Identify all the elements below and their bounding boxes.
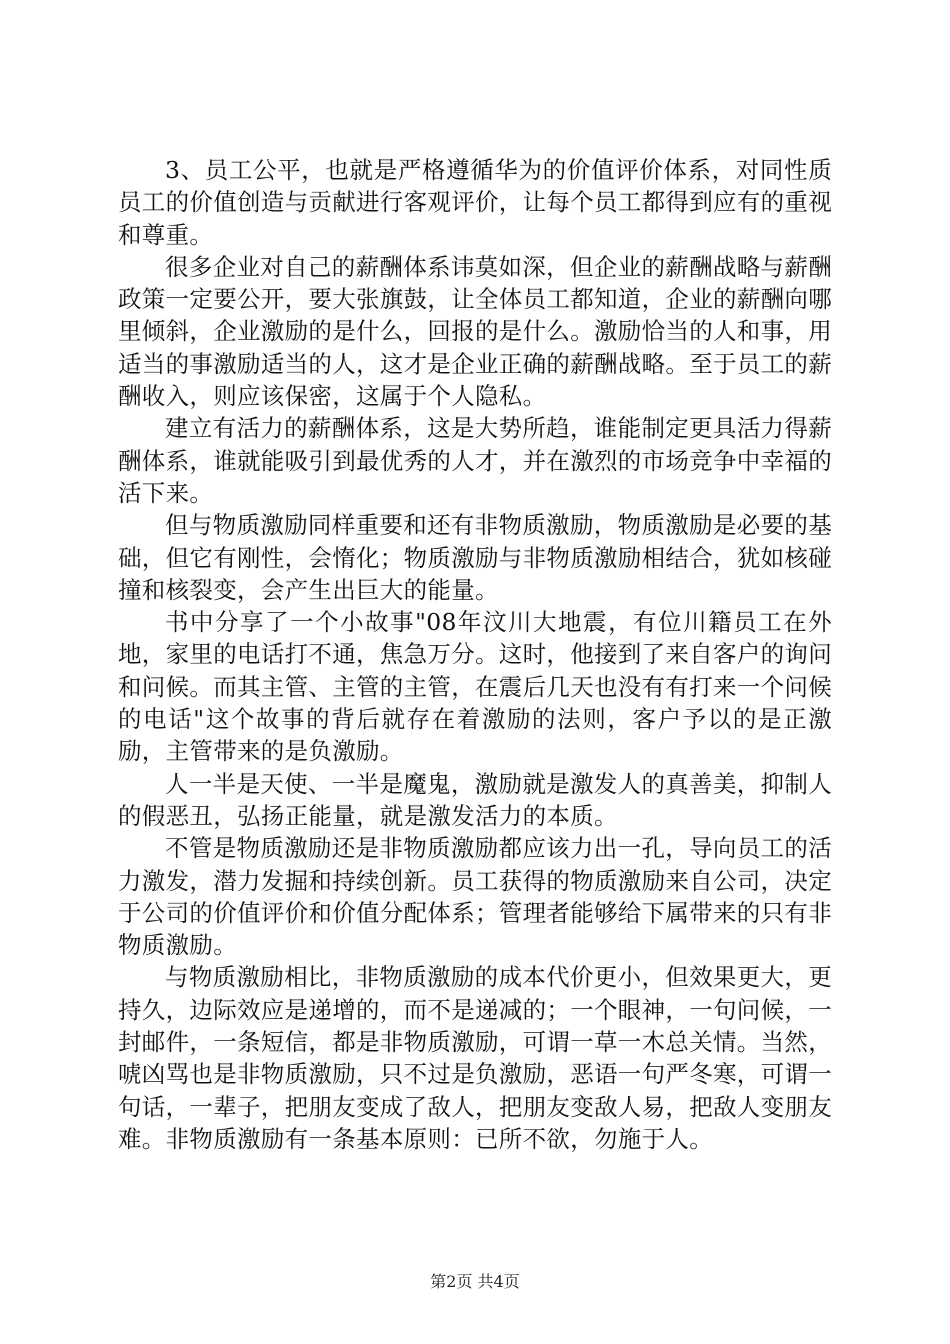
paragraph-6: 人一半是天使、一半是魔鬼，激励就是激发人的真善美，抑制人的假恶丑，弘扬正能量，就是激发活力的本质。 <box>118 769 832 830</box>
document-body <box>118 154 832 1155</box>
paragraph-5: 书中分享了一个小故事"08年汶川大地震，有位川籍员工在外地，家里的电话打不通，焦急万分。这时，他接到了来自客户的询问和问候。而其主管、主管的主管，在震后几天也没有有打来一个问候的电话"这个故事的背后就存在着激励的法则，客户予以的是正激励，主管带来的是负激励。 <box>118 608 832 766</box>
paragraph-2: 很多企业对自己的薪酬体系讳莫如深，但企业的薪酬战略与薪酬政策一定要公开，要大张旗鼓，让全体员工都知道，企业的薪酬向哪里倾斜，企业激励的是什么，回报的是什么。激励恰当的人和事，用适当的事激励适当的人，这才是企业正确的薪酬战略。至于员工的薪酬收入，则应该保密，这属于个人隐私。 <box>118 252 832 411</box>
page-footer: 第2页 共4页 <box>430 1272 520 1291</box>
paragraph-3: 建立有活力的薪酬体系，这是大势所趋，谁能制定更具活力得薪酬体系，谁就能吸引到最优秀的人才，并在激烈的市场竞争中幸福的活下来。 <box>118 414 832 507</box>
paragraph-1: 3、员工公平，也就是严格遵循华为的价值评价体系，对同性质员工的价值创造与贡献进行客观评价，让每个员工都得到应有的重视和尊重。 <box>118 156 832 249</box>
paragraph-8: 与物质激励相比，非物质激励的成本代价更小，但效果更大，更持久，边际效应是递增的，而不是递减的；一个眼神，一句问候，一封邮件，一条短信，都是非物质激励，可谓一草一木总关情。当然，唬凶骂也是非物质激励，只不过是负激励，恶语一句严冬寒，可谓一句话，一辈子，把朋友变成了敌人，把朋友变敌人易，把敌人变朋友难。非物质激励有一条基本原则：已所不欲，勿施于人。 <box>118 963 832 1153</box>
paragraph-7: 不管是物质激励还是非物质激励都应该力出一孔，导向员工的活力激发，潜力发掘和持续创新。员工获得的物质激励来自公司，决定于公司的价值评价和价值分配体系；管理者能够给下属带来的只有非物质激励。 <box>118 834 832 960</box>
paragraph-4: 但与物质激励同样重要和还有非物质激励，物质激励是必要的基础，但它有刚性，会惰化；物质激励与非物质激励相结合，犹如核碰撞和核裂变，会产生出巨大的能量。 <box>118 511 832 604</box>
